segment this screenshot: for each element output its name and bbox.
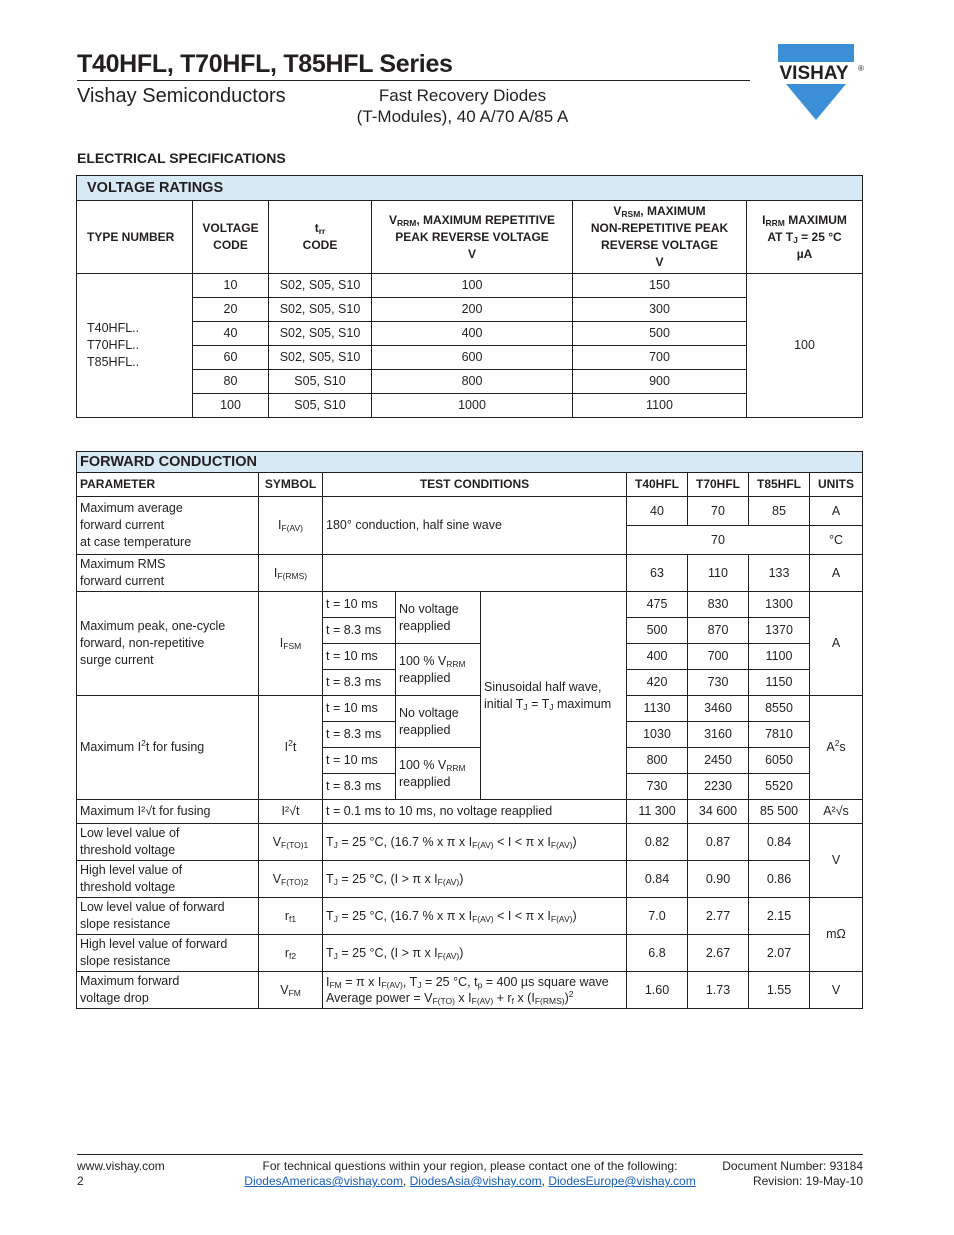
param-ifrms: Maximum RMS forward current [77, 555, 259, 592]
unit-cell: V [810, 972, 863, 1009]
page-title: T40HFL, T70HFL, T85HFL Series [77, 50, 453, 78]
value-cell: 110 [688, 555, 749, 592]
table-row [77, 898, 863, 935]
table-row [77, 800, 863, 824]
conditions-rf2: $T_J = 25$ °C, (I > π x $I_{F(AV)}$) [323, 935, 627, 972]
vrrm-cell: 100 [372, 274, 573, 298]
value-cell: 85 [749, 497, 810, 526]
value-cell: 500 [627, 618, 688, 644]
time-cell: t = 8.3 ms [323, 618, 396, 644]
value-cell: 1030 [627, 722, 688, 748]
conditions-i2rt: t = 0.1 ms to 10 ms, no voltage reapplied [323, 800, 627, 824]
unit-cell: °C [810, 526, 863, 555]
column-header-voltage-code: VOLTAGE CODE [193, 201, 269, 274]
no-voltage-note: No voltage reapplied [396, 696, 481, 748]
trr-code-cell: S02, S05, S10 [269, 298, 372, 322]
voltage-code-cell: 10 [193, 274, 269, 298]
param-i2t: Maximum $I^2t$ for fusing [77, 696, 259, 800]
table-row [77, 972, 863, 1009]
value-cell: 870 [688, 618, 749, 644]
value-cell: 2.15 [749, 898, 810, 935]
param-vfm: Maximum forward voltage drop [77, 972, 259, 1009]
table-row [77, 274, 863, 298]
value-cell: 3160 [688, 722, 749, 748]
value-cell: 730 [688, 670, 749, 696]
value-cell: 70 [688, 497, 749, 526]
column-header-conditions: TEST CONDITIONS [323, 473, 627, 497]
value-cell: 700 [688, 644, 749, 670]
vrrm-cell: 1000 [372, 394, 573, 418]
unit-cell: V [810, 824, 863, 898]
trr-code-cell: S02, S05, S10 [269, 322, 372, 346]
vrrm-reapplied-note: 100 % $V_{RRM}$ reapplied [396, 748, 481, 800]
table-row [77, 555, 863, 592]
value-cell: 0.82 [627, 824, 688, 861]
revision-date: Revision: 19-May-10 [752, 1174, 863, 1188]
conditions-ifrms [323, 555, 627, 592]
column-header-parameter: PARAMETER [77, 473, 259, 497]
logo-registered-mark: ® [858, 64, 864, 73]
vrrm-cell: 200 [372, 298, 573, 322]
value-cell: 475 [627, 592, 688, 618]
symbol-ifrms: $I_{F(RMS)}$ [259, 555, 323, 592]
symbol-vfm: $V_{FM}$ [259, 972, 323, 1009]
symbol-rf2: $r_{f2}$ [259, 935, 323, 972]
forward-conduction-table [76, 451, 863, 1009]
table-row [77, 370, 863, 394]
value-cell: 1.55 [749, 972, 810, 1009]
value-cell: 70 [627, 526, 810, 555]
column-header-trr-code: $t_{rr}$ CODE [269, 201, 372, 274]
unit-cell: $A^2s$ [810, 696, 863, 800]
column-header-t70hfl: T70HFL [688, 473, 749, 497]
param-rf2: High level value of forward slope resistance [77, 935, 259, 972]
value-cell: 2450 [688, 748, 749, 774]
value-cell: 0.86 [749, 861, 810, 898]
vrsm-cell: 150 [573, 274, 747, 298]
value-cell: 0.84 [749, 824, 810, 861]
symbol-ifsm: $I_{FSM}$ [259, 592, 323, 696]
table-row [77, 935, 863, 972]
value-cell: 7.0 [627, 898, 688, 935]
trr-code-cell: S05, S10 [269, 394, 372, 418]
value-cell: 0.84 [627, 861, 688, 898]
voltage-ratings-table [76, 175, 863, 418]
param-vfto2: High level value of threshold voltage [77, 861, 259, 898]
column-header-vrrm: $V_{RRM}$, MAXIMUM REPETITIVE PEAK REVERSE VOLTAGE V [372, 201, 573, 274]
voltage-code-cell: 40 [193, 322, 269, 346]
table-row [77, 696, 863, 722]
page-number: 2 [77, 1174, 84, 1188]
symbol-i2t: $I^2t$ [259, 696, 323, 800]
voltage-code-cell: 20 [193, 298, 269, 322]
footer-left [77, 1159, 165, 1189]
trr-code-cell: S02, S05, S10 [269, 346, 372, 370]
document-number: Document Number: 93184 [722, 1159, 863, 1173]
value-cell: 2.07 [749, 935, 810, 972]
value-cell: 830 [688, 592, 749, 618]
value-cell: 2.67 [688, 935, 749, 972]
value-cell: 2.77 [688, 898, 749, 935]
time-cell: t = 10 ms [323, 748, 396, 774]
unit-cell: mΩ [810, 898, 863, 972]
vishay-logo [768, 44, 864, 120]
conditions-rf1: $T_J = 25$ °C, (16.7 % x π x $I_{F(AV)} < I < \pi$ x $I_{F(AV)}$) [323, 898, 627, 935]
vrsm-cell: 900 [573, 370, 747, 394]
value-cell: 2230 [688, 774, 749, 800]
conditions-vfto2: $T_J = 25$ °C, (I > π x $I_{F(AV)}$) [323, 861, 627, 898]
table-row [77, 346, 863, 370]
value-cell: 1300 [749, 592, 810, 618]
contact-text: For technical questions within your region, please contact one of the following: [262, 1159, 678, 1173]
conditions-ifav: 180° conduction, half sine wave [323, 497, 627, 555]
value-cell: 11 300 [627, 800, 688, 824]
value-cell: 6050 [749, 748, 810, 774]
email-americas-link[interactable]: DiodesAmericas@vishay.com [244, 1174, 403, 1188]
vrsm-cell: 300 [573, 298, 747, 322]
column-header-t85hfl: T85HFL [749, 473, 810, 497]
email-asia-link[interactable]: DiodesAsia@vishay.com [409, 1174, 542, 1188]
value-cell: 400 [627, 644, 688, 670]
value-cell: 1130 [627, 696, 688, 722]
unit-cell: A [810, 555, 863, 592]
table-row [77, 824, 863, 861]
value-cell: 40 [627, 497, 688, 526]
section-title: ELECTRICAL SPECIFICATIONS [77, 150, 286, 166]
conditions-vfm: $I_{FM} = \pi$ x $I_{F(AV)}$, $T_J = 25$ °C, $t_p = 400$ µs square wave Average power = $V_{F(TO)}$ x $I_{F(AV)} + r_f$ x $(I_{F(RMS)})^2$ [323, 972, 627, 1009]
param-ifsm: Maximum peak, one-cycle forward, non-repetitive surge current [77, 592, 259, 696]
company-name: Vishay Semiconductors [77, 85, 286, 107]
column-header-units: UNITS [810, 473, 863, 497]
value-cell: 1.60 [627, 972, 688, 1009]
column-header-irrm: $I_{RRM}$ MAXIMUM AT $T_J = 25$ °C µA [747, 201, 863, 274]
table-row [77, 497, 863, 526]
email-europe-link[interactable]: DiodesEurope@vishay.com [548, 1174, 696, 1188]
value-cell: 6.8 [627, 935, 688, 972]
logo-wordmark: VISHAY [779, 63, 849, 84]
unit-cell: A [810, 497, 863, 526]
column-header-type: TYPE NUMBER [77, 201, 193, 274]
value-cell: 8550 [749, 696, 810, 722]
document-subtitle [330, 85, 595, 127]
value-cell: 800 [627, 748, 688, 774]
no-voltage-note: No voltage reapplied [396, 592, 481, 644]
column-header-t40hfl: T40HFL [627, 473, 688, 497]
vrrm-cell: 400 [372, 322, 573, 346]
subtitle-line-1: Fast Recovery Diodes [378, 86, 547, 105]
vrsm-cell: 500 [573, 322, 747, 346]
symbol-rf1: $r_{f1}$ [259, 898, 323, 935]
irrm-cell: 100 [747, 274, 863, 418]
time-cell: t = 8.3 ms [323, 670, 396, 696]
sinusoidal-note: Sinusoidal half wave, initial $T_J = T_J$ maximum [481, 592, 627, 800]
value-cell: 1100 [749, 644, 810, 670]
footer-contact: For technical questions within your region, please contact one of the following: DiodesAmericas@vishay.com, DiodesAsia@vishay.com, DiodesEurope@vishay.com [230, 1159, 710, 1189]
value-cell: 0.90 [688, 861, 749, 898]
param-i2rt: Maximum I²√t for fusing [77, 800, 259, 824]
value-cell: 730 [627, 774, 688, 800]
conditions-vfto1: $T_J = 25$ °C, (16.7 % x π x $I_{F(AV)} < I < \pi$ x $I_{F(AV)}$) [323, 824, 627, 861]
table-row [77, 592, 863, 618]
value-cell: 5520 [749, 774, 810, 800]
value-cell: 34 600 [688, 800, 749, 824]
trr-code-cell: S02, S05, S10 [269, 274, 372, 298]
value-cell: 85 500 [749, 800, 810, 824]
symbol-vfto1: $V_{F(TO)1}$ [259, 824, 323, 861]
table-row [77, 298, 863, 322]
vrrm-cell: 800 [372, 370, 573, 394]
value-cell: 1.73 [688, 972, 749, 1009]
param-vfto1: Low level value of threshold voltage [77, 824, 259, 861]
vrsm-cell: 1100 [573, 394, 747, 418]
value-cell: 420 [627, 670, 688, 696]
unit-cell: A [810, 592, 863, 696]
vrrm-reapplied-note: 100 % $V_{RRM}$ reapplied [396, 644, 481, 696]
table-row [77, 394, 863, 418]
table-title: FORWARD CONDUCTION [77, 452, 863, 473]
subtitle-line-2: (T-Modules), 40 A/70 A/85 A [356, 107, 569, 126]
time-cell: t = 10 ms [323, 644, 396, 670]
value-cell: 63 [627, 555, 688, 592]
type-numbers: T40HFL.. T70HFL.. T85HFL.. [77, 274, 193, 418]
vrrm-cell: 600 [372, 346, 573, 370]
value-cell: 133 [749, 555, 810, 592]
param-rf1: Low level value of forward slope resistance [77, 898, 259, 935]
symbol-vfto2: $V_{F(TO)2}$ [259, 861, 323, 898]
table-title: VOLTAGE RATINGS [77, 176, 863, 201]
vrsm-cell: 700 [573, 346, 747, 370]
symbol-ifav: $I_{F(AV)}$ [259, 497, 323, 555]
column-header-symbol: SYMBOL [259, 473, 323, 497]
symbol-i2rt: I²√t [259, 800, 323, 824]
trr-code-cell: S05, S10 [269, 370, 372, 394]
time-cell: t = 10 ms [323, 592, 396, 618]
time-cell: t = 10 ms [323, 696, 396, 722]
column-header-vrsm: $V_{RSM}$, MAXIMUM NON-REPETITIVE PEAK REVERSE VOLTAGE V [573, 201, 747, 274]
table-row [77, 861, 863, 898]
value-cell: 1370 [749, 618, 810, 644]
voltage-code-cell: 60 [193, 346, 269, 370]
voltage-code-cell: 80 [193, 370, 269, 394]
value-cell: 0.87 [688, 824, 749, 861]
param-ifav: Maximum average forward current at case temperature [77, 497, 259, 555]
unit-cell: A²√s [810, 800, 863, 824]
value-cell: 1150 [749, 670, 810, 696]
footer-right [722, 1159, 863, 1189]
value-cell: 3460 [688, 696, 749, 722]
voltage-code-cell: 100 [193, 394, 269, 418]
table-row [77, 322, 863, 346]
value-cell: 7810 [749, 722, 810, 748]
website-link[interactable]: www.vishay.com [77, 1159, 165, 1173]
time-cell: t = 8.3 ms [323, 722, 396, 748]
title-divider [77, 80, 750, 81]
footer-divider [77, 1154, 863, 1155]
time-cell: t = 8.3 ms [323, 774, 396, 800]
